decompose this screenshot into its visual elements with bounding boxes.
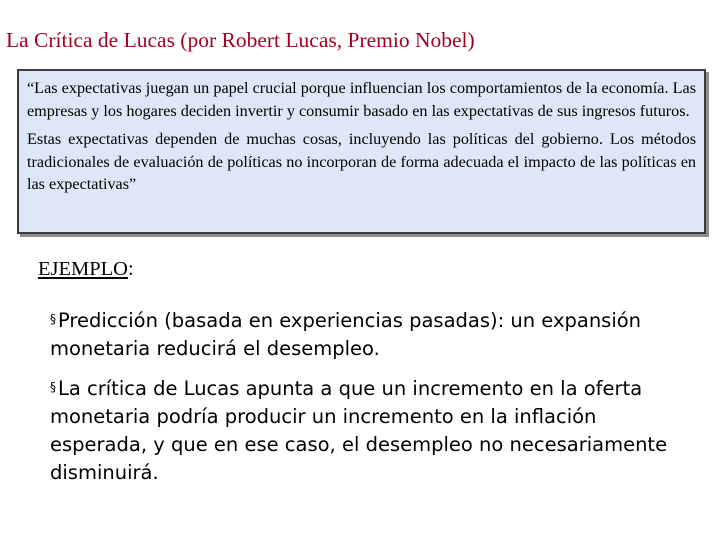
bullet-item-prediction xyxy=(50,305,670,363)
example-label-colon: : xyxy=(127,258,134,280)
bullet-item-lucas-critique xyxy=(50,373,670,487)
example-heading xyxy=(38,258,134,281)
bullet-text-prediction: Predicción (basada en experiencias pasadas): un expansión monetaria reducirá el desempleo. xyxy=(50,309,642,360)
bullet-marker-icon: § xyxy=(50,380,56,394)
quote-box xyxy=(17,69,706,234)
bullet-marker-icon: § xyxy=(50,312,56,326)
quote-paragraph-2: Estas expectativas dependen de muchas cosas, incluyendo las políticas del gobierno. Los métodos tradicionales de evaluación de políticas no incorporan de forma adecuada el impacto de las políticas en las expectativas” xyxy=(27,130,696,193)
example-label: EJEMPLO xyxy=(38,258,128,280)
slide-title: La Crítica de Lucas (por Robert Lucas, Premio Nobel) xyxy=(6,28,475,52)
bullet-text-lucas-critique: La crítica de Lucas apunta a que un incremento en la oferta monetaria podría producir un incremento en la inflación esperada, y que en ese caso, el desempleo no necesariamente disminuirá. xyxy=(50,377,668,484)
quote-paragraph-1: “Las expectativas juegan un papel crucial porque influencian los comportamientos de la economía. Las empresas y los hogares deciden invertir y consumir basado en las expectativas de sus ingresos futuros. xyxy=(27,79,696,120)
